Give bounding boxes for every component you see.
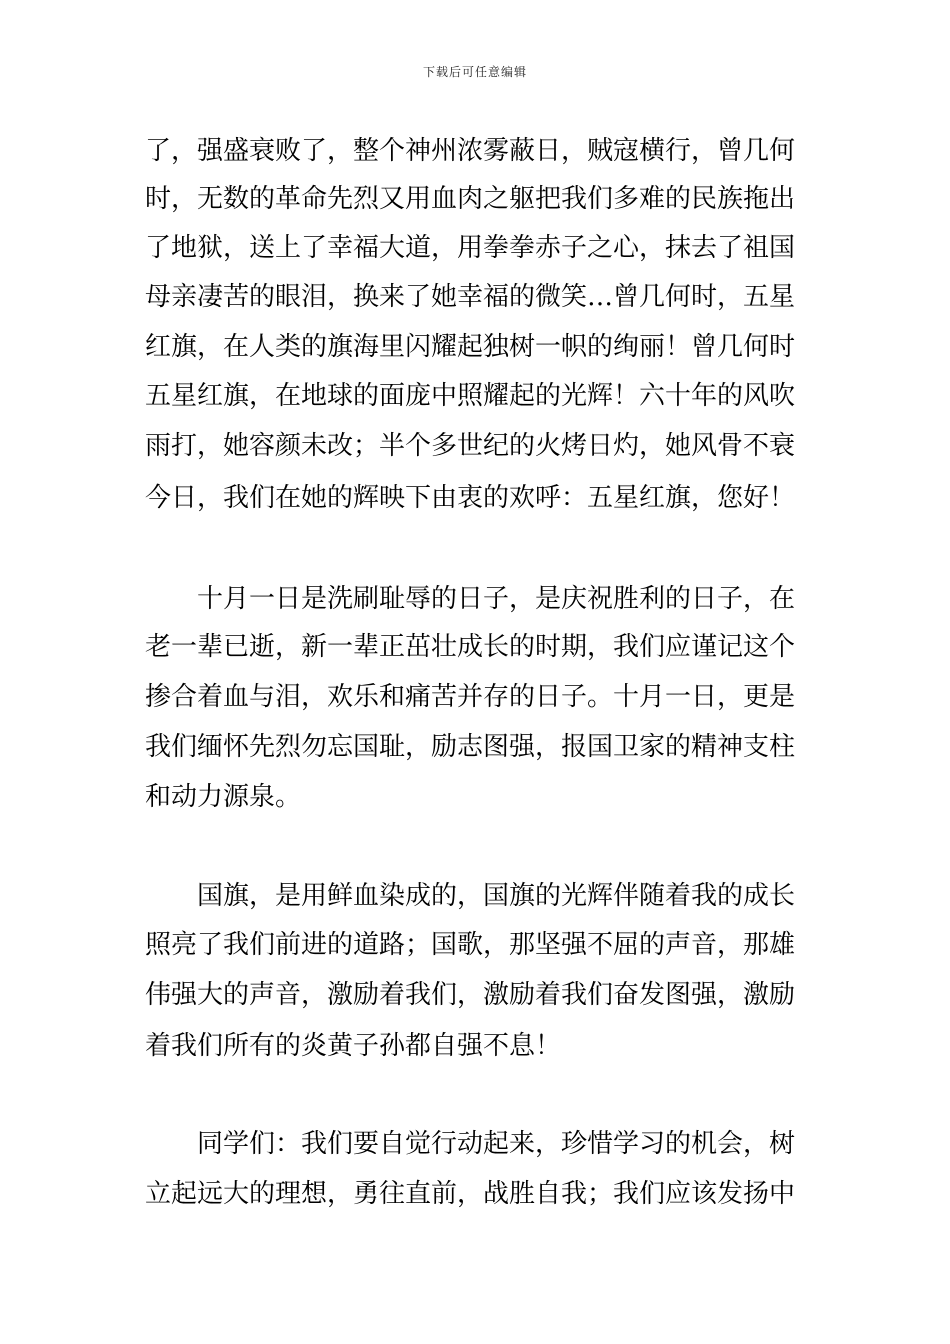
paragraph-line: 立起远大的理想，勇往直前，战胜自我；我们应该发扬中 xyxy=(145,1179,796,1209)
paragraph-line: 我们缅怀先烈勿忘国耻，励志图强，报国卫家的精神支柱 xyxy=(145,732,796,762)
paragraph-line: 五星红旗，在地球的面庞中照耀起的光辉！六十年的风吹 xyxy=(145,381,796,411)
paragraph-line: 雨打，她容颜未改；半个多世纪的火烤日灼，她风骨不衰 xyxy=(145,431,796,461)
paragraph-line: 国旗，是用鲜血染成的，国旗的光辉伴随着我的成长 xyxy=(197,881,796,911)
paragraph-line: 时，无数的革命先烈又用血肉之躯把我们多难的民族拖出 xyxy=(145,184,796,214)
paragraph-line: 伟强大的声音，激励着我们，激励着我们奋发图强，激励 xyxy=(145,980,796,1010)
paragraph-line: 了，强盛衰败了，整个神州浓雾蔽日，贼寇横行，曾几何 xyxy=(145,136,796,166)
paragraph-line: 母亲凄苦的眼泪，换来了她幸福的微笑…曾几何时，五星 xyxy=(145,282,796,312)
paragraph-line: 着我们所有的炎黄子孙都自强不息！ xyxy=(145,1031,562,1061)
paragraph-line: 老一辈已逝，新一辈正茁壮成长的时期，我们应谨记这个 xyxy=(145,632,796,662)
paragraph-line: 红旗，在人类的旗海里闪耀起独树一帜的绚丽！曾几何时 xyxy=(145,332,796,362)
paragraph-line: 和动力源泉。 xyxy=(145,782,302,812)
paragraph-line: 照亮了我们前进的道路；国歌，那坚强不屈的声音，那雄 xyxy=(145,930,796,960)
paragraph-line: 十月一日是洗刷耻辱的日子，是庆祝胜利的日子，在 xyxy=(197,584,796,614)
paragraph-line: 了地狱，送上了幸福大道，用拳拳赤子之心，抹去了祖国 xyxy=(145,233,796,263)
paragraph-line: 同学们：我们要自觉行动起来，珍惜学习的机会，树 xyxy=(197,1129,796,1159)
paragraph-line: 掺合着血与泪，欢乐和痛苦并存的日子。十月一日，更是 xyxy=(145,682,796,712)
paragraph-line: 今日，我们在她的辉映下由衷的欢呼：五星红旗，您好！ xyxy=(145,483,796,513)
page-header: 下载后可任意编辑 xyxy=(422,65,527,79)
